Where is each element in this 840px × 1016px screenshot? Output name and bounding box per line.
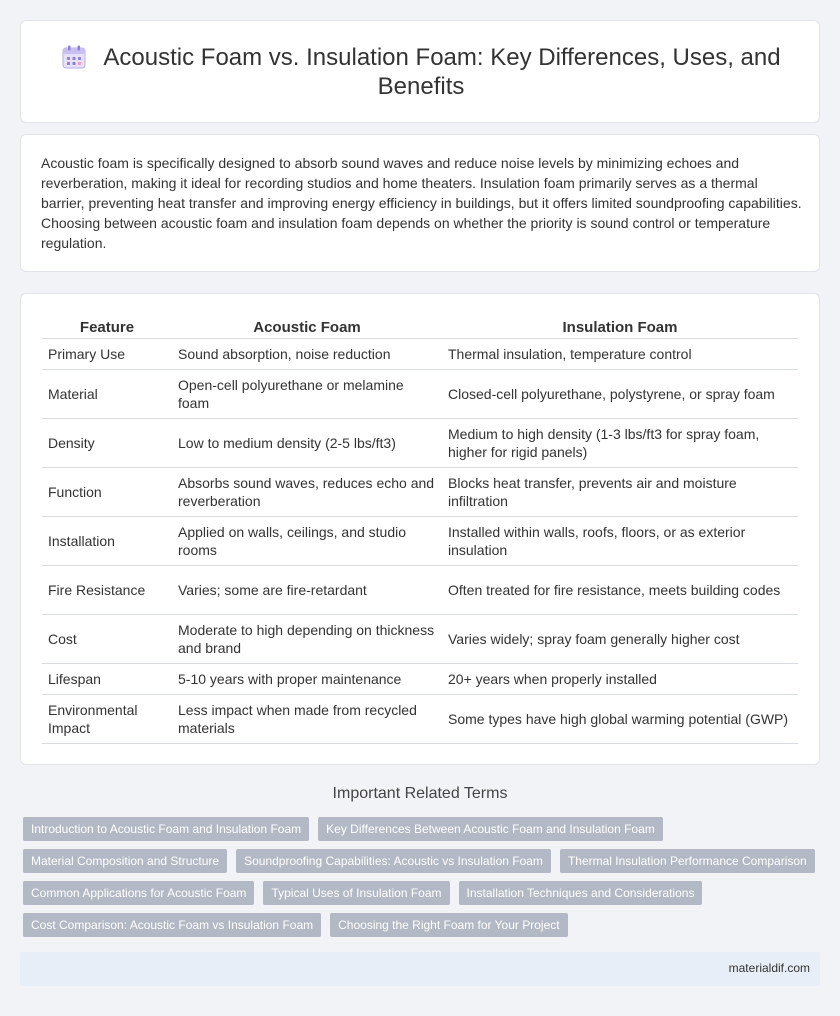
feature-cell: Environmental Impact <box>42 694 172 743</box>
insulation-cell: Thermal insulation, temperature control <box>442 338 798 369</box>
acoustic-cell: Varies; some are fire-retardant <box>172 565 442 614</box>
comparison-table-card <box>20 293 820 765</box>
table-row <box>42 614 798 663</box>
page-title <box>61 43 781 101</box>
tag-row <box>23 913 823 937</box>
related-term-tag[interactable]: Common Applications for Acoustic Foam <box>23 881 254 905</box>
table-row <box>42 418 798 467</box>
tag-row <box>23 817 823 841</box>
comparison-table <box>42 316 798 744</box>
insulation-cell: Blocks heat transfer, prevents air and moisture infiltration <box>442 467 798 516</box>
related-terms-heading: Important Related Terms <box>332 785 508 802</box>
feature-cell: Cost <box>42 614 172 663</box>
header-insulation-foam: Insulation Foam <box>442 316 798 338</box>
acoustic-cell: Moderate to high depending on thickness and brand <box>172 614 442 663</box>
footer-site-link[interactable]: materialdif.com <box>728 961 810 975</box>
insulation-cell: Installed within walls, roofs, floors, or as exterior insulation <box>442 516 798 565</box>
related-terms-tags <box>23 817 823 945</box>
feature-cell: Primary Use <box>42 338 172 369</box>
table-row <box>42 565 798 614</box>
page-title-text: Acoustic Foam vs. Insulation Foam: Key Differences, Uses, and Benefits <box>103 44 781 100</box>
related-term-tag[interactable]: Thermal Insulation Performance Comparison <box>560 849 815 873</box>
feature-cell: Installation <box>42 516 172 565</box>
table-row <box>42 516 798 565</box>
related-term-tag[interactable]: Cost Comparison: Acoustic Foam vs Insulation Foam <box>23 913 321 937</box>
insulation-cell: 20+ years when properly installed <box>442 663 798 694</box>
intro-card <box>20 134 820 272</box>
acoustic-cell: 5-10 years with proper maintenance <box>172 663 442 694</box>
header-card <box>20 20 820 123</box>
feature-cell: Material <box>42 369 172 418</box>
title-wrap <box>61 43 781 101</box>
related-term-tag[interactable]: Key Differences Between Acoustic Foam and Insulation Foam <box>318 817 663 841</box>
table-header-row <box>42 316 798 338</box>
header-acoustic-foam: Acoustic Foam <box>172 316 442 338</box>
acoustic-cell: Low to medium density (2-5 lbs/ft3) <box>172 418 442 467</box>
related-term-tag[interactable]: Choosing the Right Foam for Your Project <box>330 913 567 937</box>
tag-row <box>23 849 823 873</box>
related-term-tag[interactable]: Material Composition and Structure <box>23 849 227 873</box>
calendar-icon <box>61 44 87 70</box>
feature-cell: Lifespan <box>42 663 172 694</box>
footer <box>20 952 820 986</box>
related-term-tag[interactable]: Introduction to Acoustic Foam and Insulation Foam <box>23 817 309 841</box>
feature-cell: Fire Resistance <box>42 565 172 614</box>
insulation-cell: Closed-cell polyurethane, polystyrene, or spray foam <box>442 369 798 418</box>
insulation-cell: Medium to high density (1-3 lbs/ft3 for spray foam, higher for rigid panels) <box>442 418 798 467</box>
tag-row <box>23 881 823 905</box>
intro-paragraph: Acoustic foam is specifically designed to absorb sound waves and reduce noise levels by minimizing echoes and reverberation, making it ideal for recording studios and home theaters. Insulation foam primarily serves as a thermal barrier, preventing heat transfer and improving energy efficiency in buildings, but it offers limited soundproofing capabilities. Choosing between acoustic foam and insulation foam depends on whether the priority is sound control or temperature regulation. <box>41 155 802 251</box>
table-row <box>42 338 798 369</box>
acoustic-cell: Absorbs sound waves, reduces echo and reverberation <box>172 467 442 516</box>
related-term-tag[interactable]: Typical Uses of Insulation Foam <box>263 881 449 905</box>
feature-cell: Density <box>42 418 172 467</box>
table-row <box>42 369 798 418</box>
related-term-tag[interactable]: Installation Techniques and Considerations <box>459 881 703 905</box>
table-row <box>42 663 798 694</box>
insulation-cell: Varies widely; spray foam generally higher cost <box>442 614 798 663</box>
table-row <box>42 694 798 743</box>
acoustic-cell: Less impact when made from recycled materials <box>172 694 442 743</box>
acoustic-cell: Sound absorption, noise reduction <box>172 338 442 369</box>
insulation-cell: Some types have high global warming potential (GWP) <box>442 694 798 743</box>
header-feature: Feature <box>42 316 172 338</box>
related-term-tag[interactable]: Soundproofing Capabilities: Acoustic vs Insulation Foam <box>236 849 551 873</box>
insulation-cell: Often treated for fire resistance, meets building codes <box>442 565 798 614</box>
feature-cell: Function <box>42 467 172 516</box>
acoustic-cell: Open-cell polyurethane or melamine foam <box>172 369 442 418</box>
acoustic-cell: Applied on walls, ceilings, and studio rooms <box>172 516 442 565</box>
table-row <box>42 467 798 516</box>
